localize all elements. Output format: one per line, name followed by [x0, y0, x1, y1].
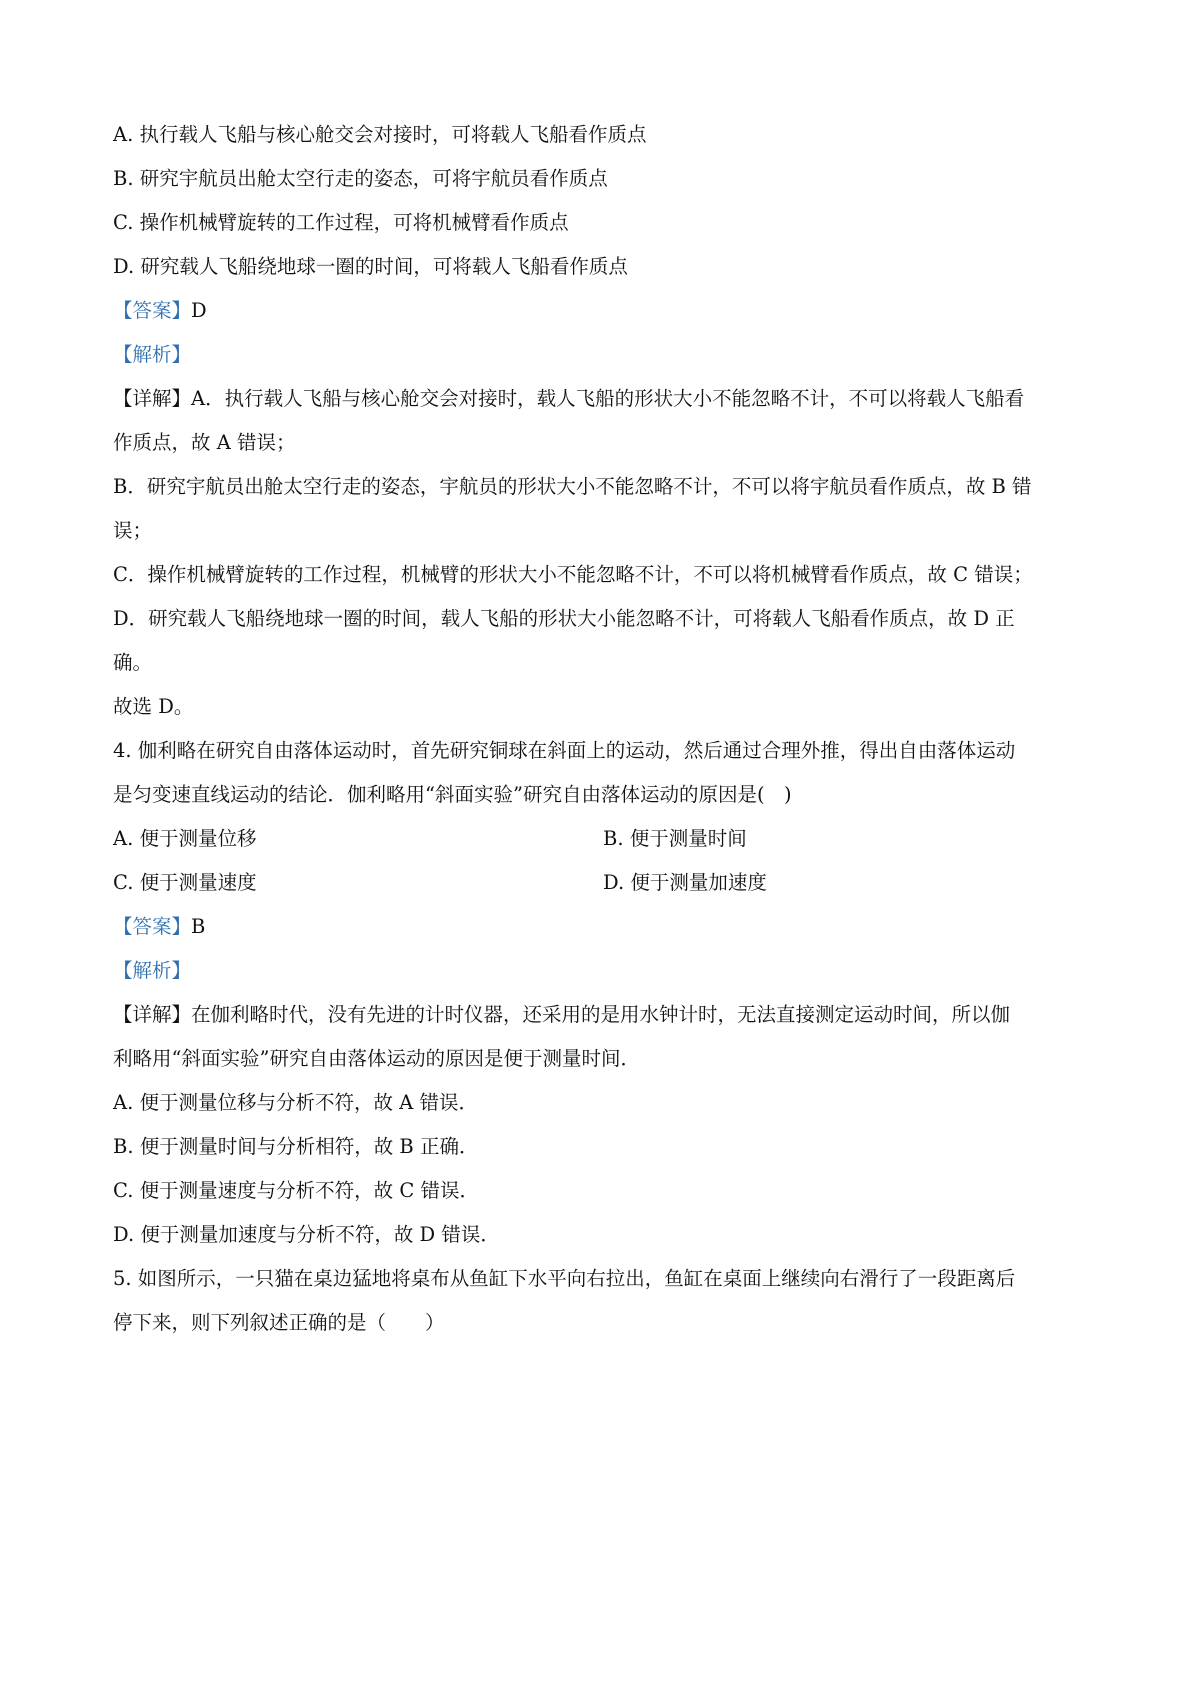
detail-text: 在伽利略时代，没有先进的计时仪器，还采用的是用水钟计时，无法直接测定运动时间，所以伽 — [191, 1003, 1011, 1026]
q5-stem-line-1: 5. 如图所示，一只猫在桌边猛地将桌布从鱼缸下水平向右拉出，鱼缸在桌面上继续向右滑行了一段距离后 — [113, 1267, 1016, 1290]
q4-detail-line-6: D. 便于测量加速度与分析不符，故 D 错误． — [113, 1223, 500, 1246]
analysis-label: 【解析】 — [113, 343, 192, 366]
q4-detail-line-1 — [113, 1001, 1010, 1029]
q4-stem-line-2: 是匀变速直线运动的结论．伽利略用“斜面实验”研究自由落体运动的原因是( ) — [113, 783, 792, 806]
q3-option-c: C. 操作机械臂旋转的工作过程，可将机械臂看作质点 — [113, 211, 569, 234]
q4-detail-line-5: C. 便于测量速度与分析不符，故 C 错误． — [113, 1179, 479, 1202]
q4-detail-line-3: A. 便于测量位移与分析不符，故 A 错误． — [113, 1091, 478, 1114]
q3-answer — [113, 297, 207, 325]
answer-value: B — [191, 915, 206, 938]
detail-label: 【详解】 — [113, 1003, 192, 1026]
answer-label: 【答案】 — [113, 299, 192, 322]
q4-option-a: A. 便于测量位移 — [113, 827, 257, 850]
q3-detail-line-2: 作质点，故 A 错误； — [113, 431, 296, 454]
q3-analysis-heading — [113, 341, 191, 369]
answer-label: 【答案】 — [113, 915, 192, 938]
q4-detail-line-2: 利略用“斜面实验”研究自由落体运动的原因是便于测量时间． — [113, 1047, 640, 1070]
detail-text: A．执行载人飞船与核心舱交会对接时，载人飞船的形状大小不能忽略不计，不可以将载人飞船看 — [191, 387, 1025, 410]
q4-option-c: C. 便于测量速度 — [113, 871, 257, 894]
answer-value: D — [191, 299, 207, 322]
q4-stem-line-1: 4. 伽利略在研究自由落体运动时，首先研究铜球在斜面上的运动，然后通过合理外推，得出自由落体运动 — [113, 739, 1016, 762]
q3-option-b: B. 研究宇航员出舱太空行走的姿态，可将宇航员看作质点 — [113, 167, 608, 190]
q3-detail-line-4: 误； — [113, 519, 153, 542]
q4-option-b: B. 便于测量时间 — [603, 827, 747, 850]
q3-detail-line-3: B．研究宇航员出舱太空行走的姿态，宇航员的形状大小不能忽略不计，不可以将宇航员看作质点，故 B 错 — [113, 475, 1032, 498]
q3-detail-line-6: D．研究载人飞船绕地球一圈的时间，载人飞船的形状大小能忽略不计，可将载人飞船看作质点，故 D 正 — [113, 607, 1015, 630]
q5-stem-line-2: 停下来，则下列叙述正确的是（ ） — [113, 1311, 445, 1334]
analysis-label: 【解析】 — [113, 959, 192, 982]
q3-option-d: D. 研究载人飞船绕地球一圈的时间，可将载人飞船看作质点 — [113, 255, 628, 278]
q3-conclusion: 故选 D。 — [113, 695, 194, 718]
q3-detail-line-5: C．操作机械臂旋转的工作过程，机械臂的形状大小不能忽略不计，不可以将机械臂看作质点，故 C 错误； — [113, 563, 1033, 586]
q4-detail-line-4: B. 便于测量时间与分析相符，故 B 正确． — [113, 1135, 479, 1158]
detail-label: 【详解】 — [113, 387, 192, 410]
q4-option-d: D. 便于测量加速度 — [603, 871, 767, 894]
q4-answer — [113, 913, 205, 941]
q4-analysis-heading — [113, 957, 191, 985]
q3-option-a: A. 执行载人飞船与核心舱交会对接时，可将载人飞船看作质点 — [113, 123, 647, 146]
q3-detail-line-7: 确。 — [113, 651, 153, 674]
q3-detail-line-1 — [113, 385, 1024, 413]
